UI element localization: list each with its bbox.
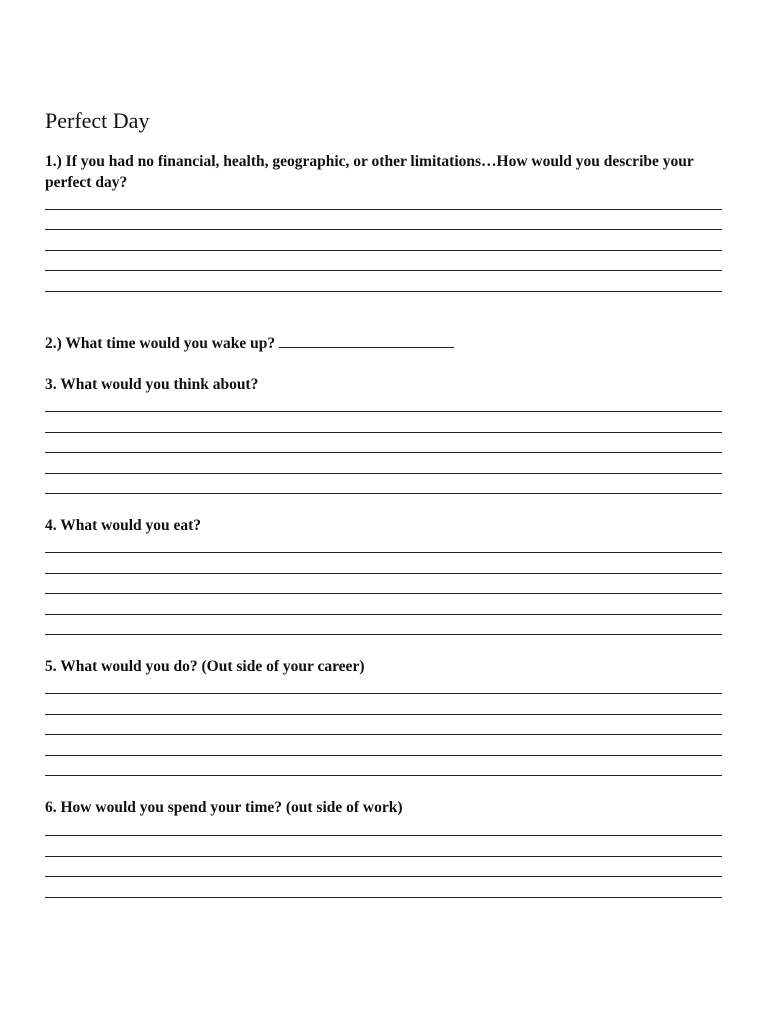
- page-title: Perfect Day: [45, 108, 150, 133]
- answer-line[interactable]: [45, 593, 722, 594]
- answer-line[interactable]: [45, 693, 722, 694]
- answer-line[interactable]: [45, 835, 722, 836]
- answer-line[interactable]: [45, 897, 722, 898]
- answer-line[interactable]: [45, 291, 722, 292]
- question-5: 5. What would you do? (Out side of your career): [45, 658, 365, 675]
- answer-line[interactable]: [45, 411, 722, 412]
- answer-line[interactable]: [45, 755, 722, 756]
- wake-time-field[interactable]: [279, 333, 454, 348]
- answer-line[interactable]: [45, 473, 722, 474]
- question-3: 3. What would you think about?: [45, 376, 259, 393]
- answer-line[interactable]: [45, 775, 722, 776]
- answer-line[interactable]: [45, 229, 722, 230]
- answer-line[interactable]: [45, 614, 722, 615]
- answer-line[interactable]: [45, 493, 722, 494]
- answer-line[interactable]: [45, 573, 722, 574]
- answer-line[interactable]: [45, 250, 722, 251]
- question-1: 1.) If you had no financial, health, geographic, or other limitations…How would you describe your perfect day?: [45, 153, 694, 191]
- answer-line[interactable]: [45, 856, 722, 857]
- question-6: 6. How would you spend your time? (out side of work): [45, 799, 403, 816]
- answer-line[interactable]: [45, 714, 722, 715]
- answer-line[interactable]: [45, 876, 722, 877]
- answer-line[interactable]: [45, 634, 722, 635]
- answer-line[interactable]: [45, 734, 722, 735]
- question-4: 4. What would you eat?: [45, 517, 202, 534]
- answer-line[interactable]: [45, 552, 722, 553]
- answer-line[interactable]: [45, 452, 722, 453]
- answer-line[interactable]: [45, 432, 722, 433]
- answer-line[interactable]: [45, 209, 722, 210]
- question-2: [45, 333, 725, 354]
- question-2-text: 2.) What time would you wake up?: [45, 335, 276, 352]
- answer-line[interactable]: [45, 270, 722, 271]
